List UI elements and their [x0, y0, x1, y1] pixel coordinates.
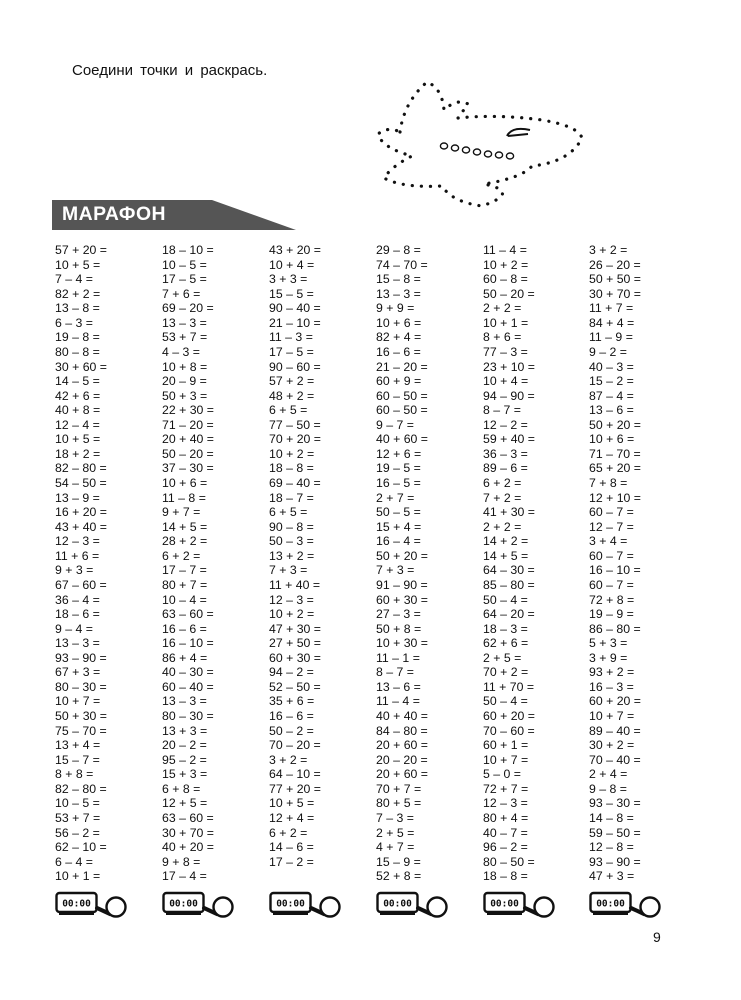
exercise-item: 50 – 2 =	[269, 723, 314, 738]
exercise-item: 3 + 2 =	[589, 243, 628, 257]
exercise-item: 10 – 4 =	[162, 592, 207, 607]
exercise-item: 60 + 20 =	[589, 694, 641, 709]
exercise-item: 82 – 80 =	[55, 781, 107, 796]
exercise-item: 50 + 50 =	[589, 272, 641, 287]
exercise-item: 57 + 2 =	[269, 374, 315, 389]
timer-display: 00:00	[596, 898, 625, 910]
exercise-item: 19 – 9 =	[589, 607, 634, 622]
exercise-item: 13 – 6 =	[376, 679, 421, 694]
exercise-item: 11 + 7 =	[589, 301, 634, 316]
exercise-item: 12 + 5 =	[162, 796, 208, 811]
exercise-item: 74 – 70 =	[376, 257, 428, 272]
exercise-item: 15 – 8 =	[376, 272, 421, 287]
exercise-item: 70 + 7 =	[376, 781, 422, 796]
exercise-item: 11 + 40 =	[269, 577, 321, 592]
exercise-item: 16 – 10 =	[162, 636, 214, 651]
exercise-item: 90 – 40 =	[269, 301, 321, 316]
exercise-item: 9 + 8 =	[162, 854, 201, 869]
exercise-item: 50 – 3 =	[269, 534, 314, 549]
exercise-item: 30 + 60 =	[55, 359, 107, 374]
exercise-item: 10 + 5 =	[269, 796, 315, 811]
exercise-item: 36 – 4 =	[55, 592, 100, 607]
exercise-item: 16 – 10 =	[589, 563, 641, 578]
exercise-item: 10 + 6 =	[376, 315, 422, 330]
exercise-item: 13 – 9 =	[55, 490, 100, 505]
timer-display: 00:00	[276, 898, 305, 910]
exercise-item: 10 + 7 =	[589, 709, 635, 723]
exercise-item: 7 – 3 =	[376, 810, 414, 825]
exercise-item: 6 + 5 =	[269, 403, 308, 418]
exercise-item: 13 – 3 =	[55, 636, 100, 651]
exercise-item: 30 + 2 =	[589, 738, 635, 753]
exercise-item: 50 + 8 =	[376, 621, 422, 636]
exercise-item: 53 + 7 =	[162, 330, 208, 345]
exercise-item: 50 – 20 =	[162, 446, 214, 461]
exercise-item: 93 – 30 =	[589, 796, 641, 811]
timer-display: 00:00	[62, 898, 91, 910]
exercise-item: 6 + 2 =	[269, 825, 308, 840]
exercise-item: 28 + 2 =	[162, 534, 208, 549]
page-number: 9	[653, 929, 661, 945]
exercise-item: 56 – 2 =	[55, 825, 100, 840]
exercise-item: 16 – 4 =	[376, 534, 421, 549]
exercise-item: 10 + 4 =	[269, 257, 315, 272]
exercise-item: 63 – 60 =	[162, 810, 214, 825]
exercise-item: 10 + 1 =	[55, 869, 101, 884]
exercise-item: 7 + 3 =	[269, 563, 308, 578]
exercise-item: 7 + 2 =	[483, 490, 522, 505]
exercise-item: 12 – 4 =	[55, 417, 100, 432]
exercise-column-3	[269, 243, 379, 869]
exercise-item: 80 – 30 =	[55, 679, 107, 694]
exercise-item: 6 – 4 =	[55, 854, 93, 869]
exercise-item: 15 – 9 =	[376, 854, 421, 869]
exercise-item: 80 – 8 =	[55, 344, 100, 359]
exercise-item: 50 – 20 =	[483, 286, 535, 301]
exercise-item: 37 – 30 =	[162, 461, 214, 476]
exercise-item: 30 + 70 =	[162, 825, 214, 840]
exercise-column-4	[376, 243, 486, 884]
exercise-item: 50 + 20 =	[589, 417, 641, 432]
exercise-item: 80 + 5 =	[376, 796, 422, 811]
exercise-item: 50 + 3 =	[162, 388, 208, 403]
exercise-item: 10 + 1 =	[483, 315, 529, 330]
exercise-item: 60 – 40 =	[162, 679, 214, 694]
exercise-item: 94 – 90 =	[483, 388, 535, 403]
exercise-item: 64 – 20 =	[483, 607, 535, 622]
exercise-item: 14 + 5 =	[483, 548, 529, 563]
exercise-item: 20 + 60 =	[376, 738, 428, 753]
exercise-item: 13 – 3 =	[162, 315, 207, 330]
exercise-item: 12 – 8 =	[589, 840, 634, 855]
exercise-item: 62 + 6 =	[483, 636, 529, 651]
exercise-item: 6 + 2 =	[162, 548, 201, 563]
exercise-column-1	[55, 243, 165, 884]
exercise-item: 9 – 8 =	[589, 781, 627, 796]
exercise-item: 21 – 10 =	[269, 315, 321, 330]
exercise-item: 42 + 6 =	[55, 388, 101, 403]
exercise-item: 60 – 7 =	[589, 577, 634, 592]
exercise-item: 67 – 60 =	[55, 577, 107, 592]
exercise-item: 10 + 8 =	[162, 359, 208, 374]
exercise-item: 13 + 2 =	[269, 548, 315, 563]
instruction-text: Соедини точки и раскрась.	[72, 62, 268, 79]
exercise-item: 77 – 3 =	[483, 344, 528, 359]
exercise-item: 4 – 3 =	[162, 344, 200, 359]
exercise-item: 57 + 20 =	[55, 243, 107, 257]
exercise-item: 8 – 7 =	[483, 403, 521, 418]
dot-to-dot-airplane	[372, 74, 592, 214]
exercise-item: 60 + 30 =	[376, 592, 428, 607]
exercise-item: 2 + 2 =	[483, 301, 522, 316]
exercise-item: 50 + 20 =	[376, 548, 428, 563]
exercise-item: 60 + 1 =	[483, 738, 529, 753]
timer-magnifier-icon	[589, 890, 663, 929]
exercise-item: 16 – 3 =	[589, 679, 634, 694]
exercise-item: 60 + 30 =	[269, 650, 321, 665]
exercise-column-5	[483, 243, 593, 884]
exercise-item: 60 – 7 =	[589, 505, 634, 520]
timer-magnifier-icon	[376, 890, 450, 929]
timer-magnifier-icon	[483, 890, 557, 929]
exercise-item: 3 + 9 =	[589, 650, 628, 665]
exercise-item: 35 + 6 =	[269, 694, 315, 709]
exercise-item: 64 – 30 =	[483, 563, 535, 578]
exercise-item: 60 + 9 =	[376, 374, 422, 389]
exercise-item: 10 + 7 =	[55, 694, 101, 709]
exercise-item: 3 + 3 =	[269, 272, 308, 287]
exercise-item: 60 – 50 =	[376, 403, 428, 418]
exercise-item: 48 + 2 =	[269, 388, 315, 403]
exercise-item: 77 + 20 =	[269, 781, 321, 796]
exercise-item: 47 + 30 =	[269, 621, 321, 636]
exercise-item: 15 + 4 =	[376, 519, 422, 534]
exercise-item: 10 – 5 =	[55, 796, 100, 811]
exercise-item: 11 + 6 =	[55, 548, 100, 563]
exercise-item: 10 + 2 =	[269, 446, 315, 461]
exercise-item: 82 + 2 =	[55, 286, 101, 301]
exercise-item: 70 – 40 =	[589, 752, 641, 767]
exercise-item: 50 – 5 =	[376, 505, 421, 520]
exercise-item: 59 – 50 =	[589, 825, 641, 840]
exercise-item: 70 + 2 =	[483, 665, 529, 680]
exercise-item: 20 + 60 =	[376, 767, 428, 782]
exercise-item: 30 + 70 =	[589, 286, 641, 301]
exercise-item: 69 – 20 =	[162, 301, 214, 316]
exercise-item: 12 – 3 =	[55, 534, 100, 549]
exercise-item: 27 – 3 =	[376, 607, 421, 622]
exercise-item: 17 – 2 =	[269, 854, 314, 869]
exercise-item: 10 + 7 =	[483, 752, 529, 767]
exercise-item: 96 – 2 =	[483, 840, 528, 855]
exercise-item: 60 + 20 =	[483, 709, 535, 723]
exercise-item: 71 – 70 =	[589, 446, 641, 461]
exercise-item: 70 – 20 =	[269, 738, 321, 753]
exercise-item: 64 – 10 =	[269, 767, 321, 782]
timer-magnifier-icon	[55, 890, 129, 929]
exercise-item: 72 + 7 =	[483, 781, 529, 796]
exercise-item: 14 + 2 =	[483, 534, 529, 549]
exercise-item: 2 + 2 =	[483, 519, 522, 534]
exercise-item: 18 – 8 =	[483, 869, 528, 884]
exercise-item: 15 – 7 =	[55, 752, 100, 767]
exercise-item: 12 + 6 =	[376, 446, 422, 461]
exercise-item: 95 – 2 =	[162, 752, 207, 767]
exercise-item: 18 – 8 =	[269, 461, 314, 476]
exercise-item: 12 – 7 =	[589, 519, 634, 534]
exercise-item: 8 + 8 =	[55, 767, 94, 782]
exercise-item: 7 – 4 =	[55, 272, 93, 287]
exercise-item: 80 – 50 =	[483, 854, 535, 869]
exercise-item: 20 – 9 =	[162, 374, 207, 389]
exercise-item: 21 – 20 =	[376, 359, 428, 374]
exercise-item: 29 – 8 =	[376, 243, 421, 257]
exercise-item: 15 – 2 =	[589, 374, 634, 389]
exercise-item: 59 + 40 =	[483, 432, 535, 447]
exercise-item: 69 – 40 =	[269, 476, 321, 490]
exercise-item: 10 + 4 =	[483, 374, 529, 389]
exercise-item: 15 – 5 =	[269, 286, 314, 301]
exercise-item: 9 + 3 =	[55, 563, 94, 578]
exercise-item: 18 + 2 =	[55, 446, 101, 461]
exercise-item: 84 + 4 =	[589, 315, 635, 330]
exercise-item: 15 + 3 =	[162, 767, 208, 782]
exercise-item: 41 + 30 =	[483, 505, 535, 520]
exercise-item: 9 + 7 =	[162, 505, 201, 520]
exercise-item: 11 – 9 =	[589, 330, 633, 345]
exercise-item: 12 + 10 =	[589, 490, 641, 505]
exercise-item: 17 – 5 =	[162, 272, 207, 287]
exercise-item: 90 – 60 =	[269, 359, 321, 374]
exercise-item: 40 + 40 =	[376, 709, 428, 723]
exercise-item: 2 + 5 =	[483, 650, 522, 665]
exercise-item: 11 + 70 =	[483, 679, 535, 694]
exercise-item: 12 + 4 =	[269, 810, 315, 825]
exercise-item: 16 + 20 =	[55, 505, 107, 520]
exercise-item: 75 – 70 =	[55, 723, 107, 738]
exercise-item: 71 – 20 =	[162, 417, 214, 432]
exercise-item: 20 + 40 =	[162, 432, 214, 447]
exercise-item: 63 – 60 =	[162, 607, 214, 622]
exercise-item: 10 + 2 =	[483, 257, 529, 272]
exercise-item: 17 – 7 =	[162, 563, 207, 578]
exercise-item: 43 + 40 =	[55, 519, 107, 534]
exercise-item: 19 – 5 =	[376, 461, 421, 476]
exercise-item: 3 + 2 =	[269, 752, 308, 767]
exercise-item: 16 – 6 =	[269, 709, 314, 723]
exercise-item: 6 + 2 =	[483, 476, 522, 490]
timer-magnifier-icon	[162, 890, 236, 929]
exercise-item: 40 + 8 =	[55, 403, 101, 418]
exercise-item: 2 + 4 =	[589, 767, 628, 782]
exercise-item: 13 – 3 =	[376, 286, 421, 301]
exercise-item: 60 – 50 =	[376, 388, 428, 403]
exercise-item: 82 – 80 =	[55, 461, 107, 476]
exercise-item: 6 + 5 =	[269, 505, 308, 520]
exercise-item: 14 – 8 =	[589, 810, 634, 825]
exercise-column-2	[162, 243, 272, 884]
exercise-item: 90 – 8 =	[269, 519, 314, 534]
timer-display: 00:00	[490, 898, 519, 910]
exercise-item: 9 – 7 =	[376, 417, 414, 432]
exercise-item: 40 – 30 =	[162, 665, 214, 680]
exercise-item: 93 + 2 =	[589, 665, 635, 680]
exercise-item: 85 – 80 =	[483, 577, 535, 592]
exercise-item: 7 + 8 =	[589, 476, 628, 490]
exercise-item: 10 + 5 =	[55, 432, 101, 447]
exercise-item: 40 – 7 =	[483, 825, 528, 840]
exercise-item: 10 + 2 =	[269, 607, 315, 622]
exercise-item: 14 – 5 =	[55, 374, 100, 389]
section-title: МАРАФОН	[62, 204, 167, 225]
exercise-item: 93 – 90 =	[589, 854, 641, 869]
exercise-item: 17 – 5 =	[269, 344, 314, 359]
exercise-item: 5 – 0 =	[483, 767, 521, 782]
exercise-item: 27 + 50 =	[269, 636, 321, 651]
exercise-item: 43 + 20 =	[269, 243, 321, 257]
exercise-item: 12 – 3 =	[269, 592, 314, 607]
exercise-item: 50 – 4 =	[483, 694, 528, 709]
exercise-item: 47 + 3 =	[589, 869, 635, 884]
exercise-item: 87 – 4 =	[589, 388, 634, 403]
exercise-item: 20 – 2 =	[162, 738, 207, 753]
exercise-item: 13 + 3 =	[162, 723, 208, 738]
exercise-item: 72 + 8 =	[589, 592, 635, 607]
exercise-item: 52 – 50 =	[269, 679, 321, 694]
exercise-item: 70 – 60 =	[483, 723, 535, 738]
exercise-item: 12 – 3 =	[483, 796, 528, 811]
exercise-item: 10 + 5 =	[55, 257, 101, 272]
exercise-item: 13 – 6 =	[589, 403, 634, 418]
exercise-item: 11 – 8 =	[162, 490, 206, 505]
exercise-item: 84 – 80 =	[376, 723, 428, 738]
exercise-item: 13 – 8 =	[55, 301, 100, 316]
exercise-item: 54 – 50 =	[55, 476, 107, 490]
exercise-item: 2 + 7 =	[376, 490, 415, 505]
exercise-item: 86 + 4 =	[162, 650, 208, 665]
exercise-item: 9 – 4 =	[55, 621, 93, 636]
exercise-item: 11 – 4 =	[376, 694, 420, 709]
exercise-item: 53 + 7 =	[55, 810, 101, 825]
exercise-item: 19 – 8 =	[55, 330, 100, 345]
exercise-item: 10 + 6 =	[589, 432, 635, 447]
exercise-item: 70 + 20 =	[269, 432, 321, 447]
exercise-item: 18 – 6 =	[55, 607, 100, 622]
exercise-item: 67 + 3 =	[55, 665, 101, 680]
exercise-item: 91 – 90 =	[376, 577, 428, 592]
exercise-item: 89 – 6 =	[483, 461, 528, 476]
exercise-item: 18 – 10 =	[162, 243, 214, 257]
exercise-item: 40 + 20 =	[162, 840, 214, 855]
exercise-item: 26 – 20 =	[589, 257, 641, 272]
exercise-item: 6 – 3 =	[55, 315, 93, 330]
exercise-item: 94 – 2 =	[269, 665, 314, 680]
exercise-item: 17 – 4 =	[162, 869, 207, 884]
exercise-item: 60 – 8 =	[483, 272, 528, 287]
exercise-item: 12 – 2 =	[483, 417, 528, 432]
exercise-item: 11 – 3 =	[269, 330, 313, 345]
exercise-item: 82 + 4 =	[376, 330, 422, 345]
exercise-item: 3 + 4 =	[589, 534, 628, 549]
exercise-item: 40 – 3 =	[589, 359, 634, 374]
timer-display: 00:00	[169, 898, 198, 910]
exercise-item: 89 – 40 =	[589, 723, 641, 738]
exercise-item: 8 + 6 =	[483, 330, 522, 345]
exercise-item: 10 + 6 =	[162, 476, 208, 490]
exercise-item: 22 + 30 =	[162, 403, 214, 418]
exercise-item: 40 + 60 =	[376, 432, 428, 447]
exercise-item: 80 + 4 =	[483, 810, 529, 825]
exercise-item: 11 – 1 =	[376, 650, 420, 665]
timer-magnifier-icon	[269, 890, 343, 929]
exercise-item: 86 – 80 =	[589, 621, 641, 636]
exercise-item: 60 – 7 =	[589, 548, 634, 563]
exercise-item: 14 + 5 =	[162, 519, 208, 534]
exercise-item: 18 – 7 =	[269, 490, 314, 505]
exercise-item: 18 – 3 =	[483, 621, 528, 636]
exercise-item: 9 + 9 =	[376, 301, 415, 316]
exercise-item: 10 – 5 =	[162, 257, 207, 272]
exercise-column-6	[589, 243, 699, 884]
exercise-item: 50 – 4 =	[483, 592, 528, 607]
exercise-item: 9 – 2 =	[589, 344, 627, 359]
exercise-item: 8 – 7 =	[376, 665, 414, 680]
exercise-item: 16 – 6 =	[376, 344, 421, 359]
exercise-item: 14 – 6 =	[269, 840, 314, 855]
exercise-item: 77 – 50 =	[269, 417, 321, 432]
exercise-item: 4 + 7 =	[376, 840, 415, 855]
exercise-item: 23 + 10 =	[483, 359, 535, 374]
exercise-item: 93 – 90 =	[55, 650, 107, 665]
exercise-item: 20 – 20 =	[376, 752, 428, 767]
exercise-item: 6 + 8 =	[162, 781, 201, 796]
exercise-item: 62 – 10 =	[55, 840, 107, 855]
exercise-item: 16 – 5 =	[376, 476, 421, 490]
exercise-item: 5 + 3 =	[589, 636, 628, 651]
exercise-item: 7 + 6 =	[162, 286, 201, 301]
exercise-item: 16 – 6 =	[162, 621, 207, 636]
exercise-item: 36 – 3 =	[483, 446, 528, 461]
exercise-item: 65 + 20 =	[589, 461, 641, 476]
exercise-item: 7 + 3 =	[376, 563, 415, 578]
exercise-item: 80 + 7 =	[162, 577, 208, 592]
timer-display: 00:00	[383, 898, 412, 910]
exercise-item: 52 + 8 =	[376, 869, 422, 884]
exercise-item: 11 – 4 =	[483, 243, 527, 257]
exercise-item: 50 + 30 =	[55, 709, 107, 723]
exercise-item: 80 – 30 =	[162, 709, 214, 723]
exercise-item: 13 – 3 =	[162, 694, 207, 709]
exercise-item: 13 + 4 =	[55, 738, 101, 753]
exercise-item: 2 + 5 =	[376, 825, 415, 840]
exercise-item: 10 + 30 =	[376, 636, 428, 651]
